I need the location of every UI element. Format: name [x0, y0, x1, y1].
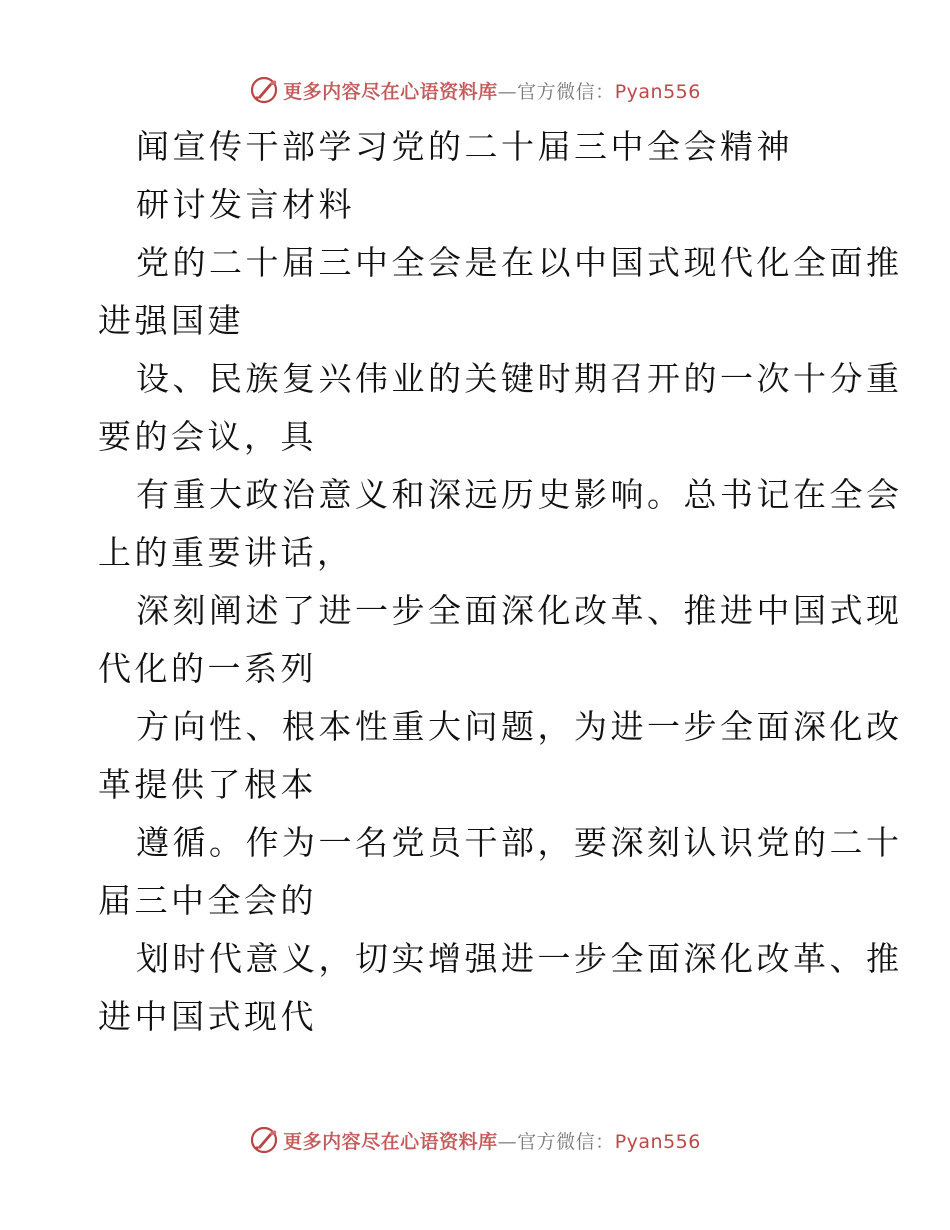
banner-wechat-label: 官方微信： [517, 1130, 615, 1153]
paragraph-line: 上的重要讲话， [98, 533, 354, 572]
paragraph-line: 有重大政治意义和深远历史影响。总书记在全会 [136, 475, 903, 514]
footer-watermark-banner [0, 1120, 950, 1160]
header-watermark-banner [0, 70, 950, 110]
paragraph-line: 代化的一系列 [98, 649, 317, 688]
document-body [98, 118, 903, 1046]
quill-pen-logo-icon [249, 75, 279, 105]
banner-main-text: 更多内容尽在心语资料库 [283, 80, 498, 103]
paragraph-line: 革提供了根本 [98, 765, 317, 804]
banner-separator: — [497, 80, 518, 103]
banner-main-text: 更多内容尽在心语资料库 [283, 1130, 498, 1153]
banner-wechat-label: 官方微信： [517, 80, 615, 103]
banner-wechat-id: Pyan556 [614, 1130, 701, 1153]
banner-separator: — [497, 1130, 518, 1153]
paragraph-line: 党的二十届三中全会是在以中国式现代化全面推 [136, 243, 903, 282]
paragraph-line: 遵循。作为一名党员干部，要深刻认识党的二十 [136, 823, 903, 862]
paragraph-line: 深刻阐述了进一步全面深化改革、推进中国式现 [136, 591, 903, 630]
paragraph-line: 届三中全会的 [98, 881, 317, 920]
paragraph-line: 设、民族复兴伟业的关键时期召开的一次十分重 [136, 359, 903, 398]
paragraph-line: 进强国建 [98, 301, 244, 340]
document-title-line-1: 闻宣传干部学习党的二十届三中全会精神 [136, 127, 793, 166]
banner-wechat-id: Pyan556 [614, 80, 701, 103]
quill-pen-logo-icon [249, 1125, 279, 1155]
paragraph-line: 进中国式现代 [98, 997, 317, 1036]
paragraph-line: 方向性、根本性重大问题，为进一步全面深化改 [136, 707, 903, 746]
paragraph-line: 划时代意义，切实增强进一步全面深化改革、推 [136, 939, 903, 978]
document-title-line-2: 研讨发言材料 [136, 185, 355, 224]
paragraph-line: 要的会议，具 [98, 417, 317, 456]
